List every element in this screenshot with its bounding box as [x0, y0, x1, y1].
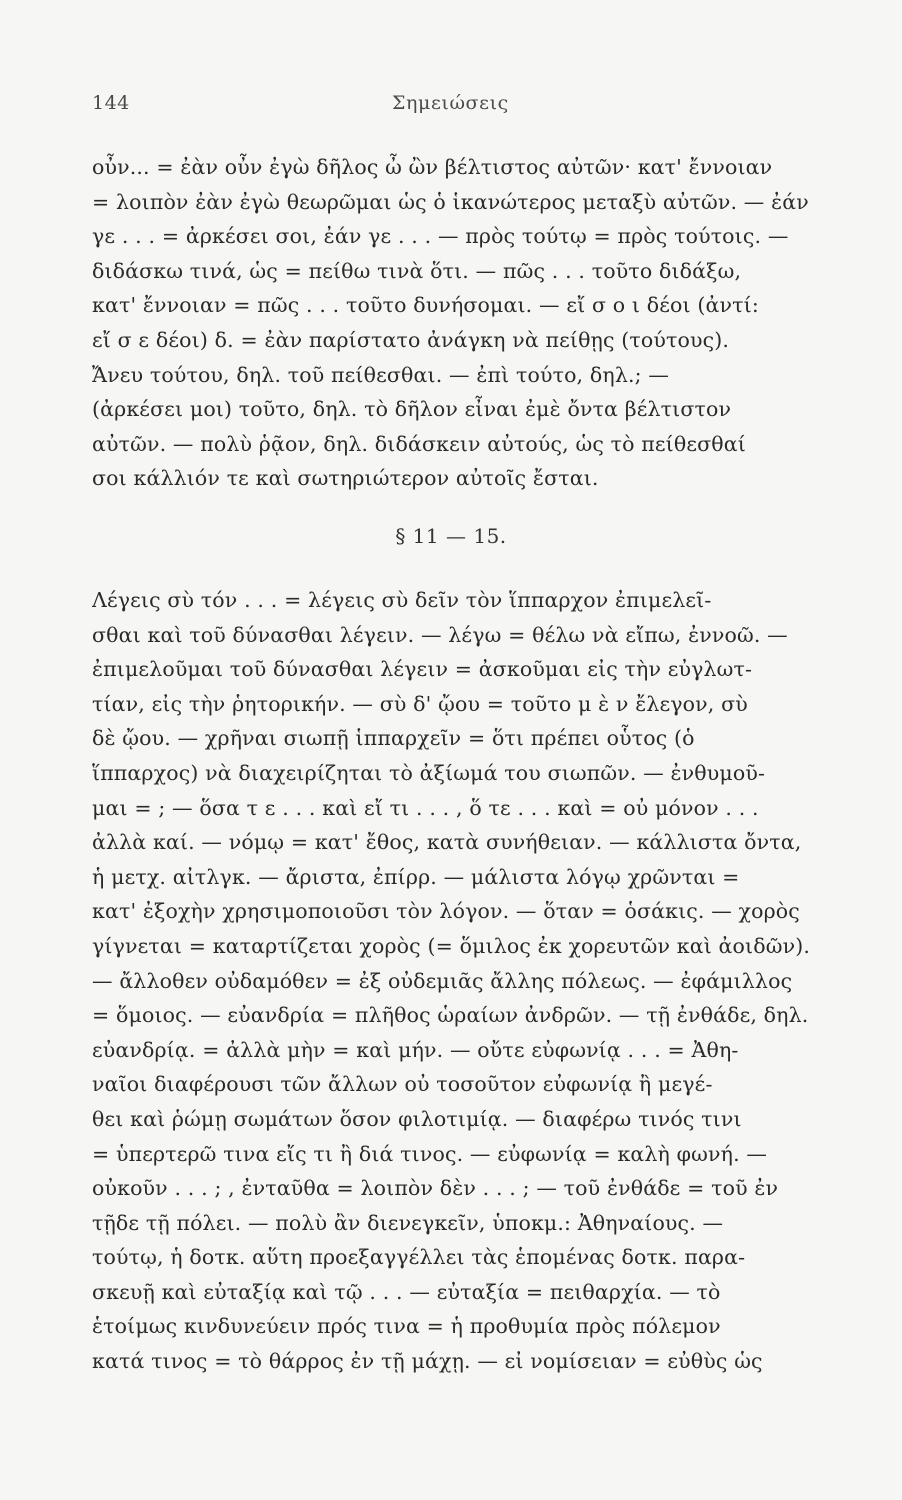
text-line: ναῖοι διαφέρουσι τῶν ἄλλων οὐ τοσοῦτον εὐφωνίᾳ ἢ μεγέ- — [92, 1072, 713, 1097]
text-line: δὲ ᾤου. — χρῆναι σιωπῇ ἱππαρχεῖν = ὅτι πρέπει οὗτος (ὁ — [92, 726, 695, 751]
text-line: Λέγεις σὺ τόν . . . = λέγεις σὺ δεῖν τὸν ἵππαρχον ἐπιμελεῖ- — [92, 588, 712, 612]
page-number: 144 — [92, 92, 130, 114]
text-line: ἐπιμελοῦμαι τοῦ δύνασθαι λέγειν = ἀσκοῦμαι εἰς τὴν εὐγλωτ- — [92, 657, 753, 682]
text-line: διδάσκω τινά, ὡς = πείθω τινὰ ὅτι. — πῶς . . . τοῦτο διδάξω, — [92, 258, 742, 283]
text-line: = ὑπερτερῶ τινα εἴς τι ἢ διά τινος. — εὐφωνίᾳ = καλὴ φωνή. — — [92, 1141, 768, 1166]
text-line: εὐανδρίᾳ. = ἀλλὰ μὴν = καὶ μήν. — οὔτε εὐφωνίᾳ . . . = Ἀθη- — [92, 1037, 739, 1062]
text-line: Ἄνευ τούτου, δηλ. τοῦ πείθεσθαι. — ἐπὶ τούτο, δηλ.; — — [92, 362, 669, 387]
text-line: ἵππαρχος) νὰ διαχειρίζηται τὸ ἀξίωμά του σιωπῶν. — ἐνθυμοῦ- — [92, 760, 766, 785]
text-line: (ἀρκέσει μοι) τοῦτο, δηλ. τὸ δῆλον εἶναι ἐμὲ ὄντα βέλτιστον — [92, 397, 732, 422]
notes-block-2 — [92, 583, 844, 1379]
text-line: θει καὶ ῥώμῃ σωμάτων ὅσον φιλοτιμίᾳ. — διαφέρω τινός τινι — [92, 1106, 742, 1131]
text-line: κατ' ἔννοιαν = πῶς . . . τοῦτο δυνήσομαι. — εἴ σ ο ι δέοι (ἀντί: — [92, 293, 759, 318]
running-title: Σημειώσεις — [392, 92, 509, 114]
text-line: κατά τινος = τὸ θάρρος ἐν τῇ μάχῃ. — εἰ νομίσειαν = εὐθὺς ὡς — [92, 1349, 763, 1374]
page-header — [92, 92, 842, 122]
text-line: — ἄλλοθεν οὐδαμόθεν = ἐξ οὐδεμιᾶς ἄλλης πόλεως. — ἐφάμιλλος — [92, 968, 793, 993]
text-line: κατ' ἐξοχὴν χρησιμοποιοῦσι τὸν λόγον. — ὅταν = ὁσάκις. — χορὸς — [92, 899, 800, 924]
text-line: οὖν... = ἐὰν οὖν ἐγὼ δῆλος ὦ ὢν βέλτιστος αὐτῶν· κατ' ἔννοιαν — [92, 155, 773, 179]
section-heading: § 11 — 15. — [395, 524, 507, 548]
text-line: ἑτοίμως κινδυνεύειν πρός τινα = ἡ προθυμία πρὸς πόλεμον — [92, 1314, 721, 1339]
notes-block-1 — [92, 150, 844, 496]
text-line: τίαν, εἰς τὴν ῥητορικήν. — σὺ δ' ᾤου = τοῦτο μ ὲ ν ἔλεγον, σὺ — [92, 691, 748, 716]
text-line: γε . . . = ἀρκέσει σοι, ἐάν γε . . . — πρὸς τούτῳ = πρὸς τούτοις. — — [92, 224, 789, 249]
text-line: οὐκοῦν . . . ; , ἐνταῦθα = λοιπὸν δὲν . . . ; — τοῦ ἐνθάδε = τοῦ ἐν — [92, 1176, 779, 1201]
text-line: σοι κάλλιόν τε καὶ σωτηριώτερον αὐτοῖς ἔσται. — [92, 466, 599, 491]
text-line: μαι = ; — ὅσα τ ε . . . καὶ εἴ τι . . . , ὅ τε . . . καὶ = οὐ μόνον . . . — [92, 795, 759, 820]
text-line: σθαι καὶ τοῦ δύνασθαι λέγειν. — λέγω = θέλω νὰ εἴπω, ἐννοῶ. — — [92, 622, 788, 647]
text-line: = ὅμοιος. — εὐανδρία = πλῆθος ὡραίων ἀνδρῶν. — τῇ ἐνθάδε, δηλ. — [92, 1003, 809, 1028]
text-line: εἴ σ ε δέοι) δ. = ἐὰν παρίστατο ἀνάγκη νὰ πείθῃς (τούτους). — [92, 327, 730, 352]
text-line: γίγνεται = καταρτίζεται χορὸς (= ὅμιλος ἐκ χορευτῶν καὶ ἀοιδῶν). — [92, 933, 811, 958]
text-line: ἀλλὰ καί. — νόμῳ = κατ' ἔθος, κατὰ συνήθειαν. — κάλλιστα ὄντα, — [92, 830, 802, 855]
text-line: = λοιπὸν ἐὰν ἐγὼ θεωρῶμαι ὡς ὁ ἱκανώτερος μεταξὺ αὐτῶν. — ἐάν — [92, 189, 809, 214]
text-line: τούτῳ, ἡ δοτκ. αὕτη προεξαγγέλλει τὰς ἑπομένας δοτκ. παρα- — [92, 1245, 746, 1270]
text-line: σκευῇ καὶ εὐταξίᾳ καὶ τῷ . . . — εὐταξία = πειθαρχία. — τὸ — [92, 1279, 721, 1304]
text-line: αὐτῶν. — πολὺ ῥᾷον, δηλ. διδάσκειν αὐτούς, ὡς τὸ πείθεσθαί — [92, 431, 746, 456]
text-line: ἡ μετχ. αἰτλγκ. — ἄριστα, ἐπίρρ. — μάλιστα λόγῳ χρῶνται = — [92, 864, 740, 889]
text-line: τῇδε τῇ πόλει. — πολὺ ἂν διενεγκεῖν, ὑποκμ.: Ἀθηναίους. — — [92, 1210, 724, 1235]
